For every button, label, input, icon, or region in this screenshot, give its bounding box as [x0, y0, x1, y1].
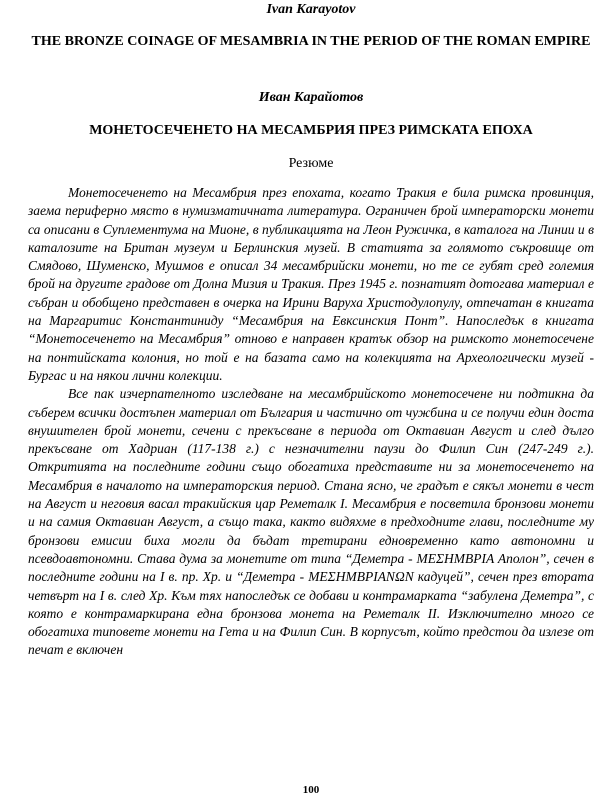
- page-number: 100: [302, 784, 320, 796]
- article-title-english: THE BRONZE COINAGE OF MESAMBRIA IN THE PERIOD OF THE ROMAN EMPIRE: [31, 34, 591, 49]
- body-paragraph: Монетосеченето на Месамбрия през епохата, когато Тракия е била римска провинция, заема периферно място в нумизматичната литература. Ограничен брой императорски монети са описани в Суплементума на Мионе, в публикацията на Леон Ружичка, в каталога на Линии и в каталозите на Британ музеум и Берлинския музей. В статията за голямото съкровище от Смядово, Шуменско, Мушмов е описал 34 месамбрийски монети, но те се губят сред големия брой на другите градове от Долна Мизия и Тракия. През 1945 г. познатият дотогава материал е събран и обобщено представен в очерка на Ирини Варуха Христодулопулу, отпечатан в книгата на Маргаритис Константиниду “Месамбрия на Евксинския Понт”. Напоследък в книгата “Монетосеченето на Месамбрия” отново е направен кратък обзор на римското монетосечене на понтийската колония, но той е на базата само на колекцията на Археологически музей - Бургас и на някои лични колекции.: [28, 185, 594, 383]
- article-title-bulgarian: МОНЕТОСЕЧЕНЕТО НА МЕСАМБРИЯ ПРЕЗ РИМСКАТА ЕПОХА: [89, 123, 533, 138]
- summary-body: [28, 184, 594, 660]
- document-page: [28, 0, 594, 800]
- summary-heading: Резюме: [288, 156, 334, 171]
- author-name-bulgarian: Иван Карайотов: [258, 90, 364, 105]
- author-name-english: Ivan Karayotov: [266, 2, 356, 17]
- body-paragraph: Все пак изчерпателното изследване на месамбрийското монетосечене ни подтикна да съберем всички достъпен материал от България и частично от чужбина и се получи един доста внушителен брой монети, сечени с прекъсване в периода от Октавиан Август и след дълго прекъсване от Хадриан (117-138 г.) с незначителни паузи до Филип Син (247-249 г.). Откритията на последните години също обогатиха представите ни за монетосеченето на Месамбрия в началото на императорския период. Стана ясно, че градът е сякъл монети в чест на Август и неговия васал тракийския цар Реметалк I. Месамбрия е посветила бронзови монети и на самия Октавиан Август, а също така, както видяхме в предходните глави, последните му бронзови емисии биха могли да бъдат третирани едновременно като автономни и псевдоавтономни. Става дума за монетите от типа “Деметра - ΜΕΣΗΜΒΡΙΑ Аполон”, сечен в последните години на I в. пр. Хр. и “Деметра - ΜΕΣΗΜΒΡΙΑΝΩΝ кадуцей”, сечен през втората четвърт на I в. след Хр. Към тях напоследък се добави и контрамарката “забулена Деметра”, с която е контрамаркирана една бронзова монета на Реметалк II. Изключително много се обогатиха типовете монети на Гета и на Филип Син. В корпусът, който предстои да излезе от печат е включен: [28, 386, 594, 658]
